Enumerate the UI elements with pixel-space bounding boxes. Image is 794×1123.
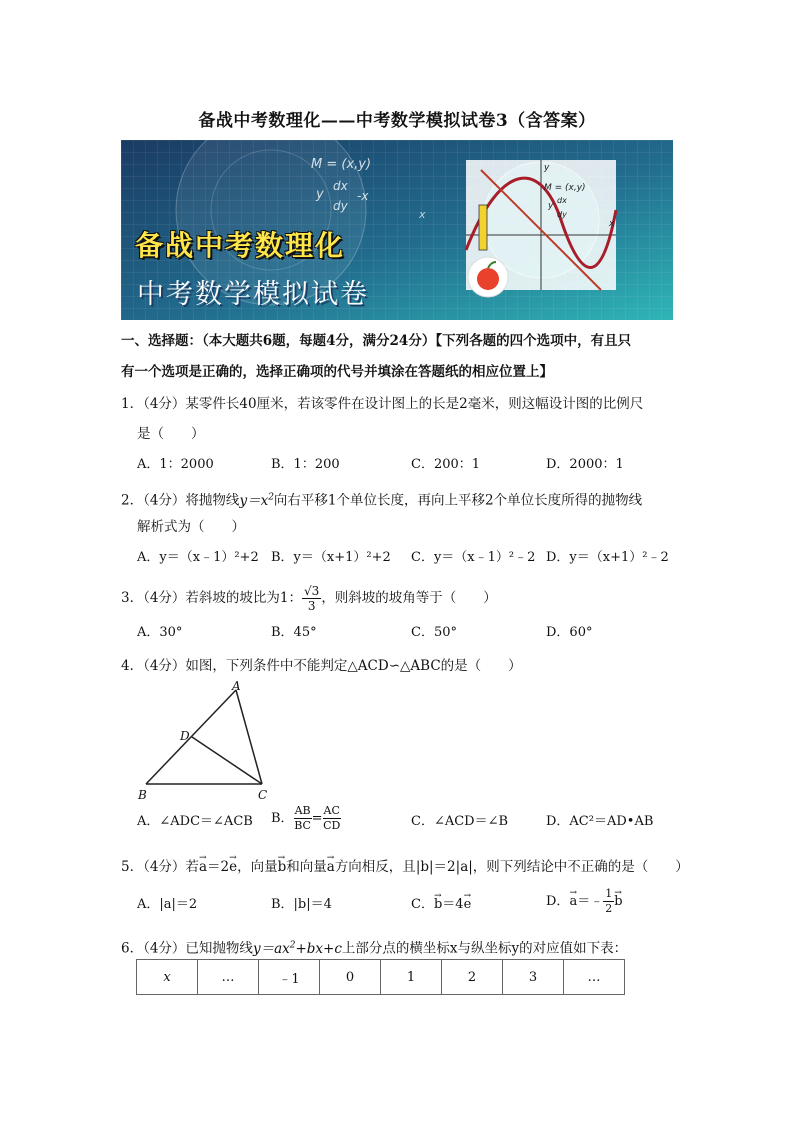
q3-option-d: D．60° <box>546 625 593 640</box>
q3-stem <box>121 584 497 613</box>
q5-option-d-vector-b: → b <box>614 892 622 912</box>
banner-inset-formula-dy: dy <box>557 210 567 219</box>
q5-vector-b: → b <box>278 857 287 877</box>
q3-option-a: A．30° <box>137 625 183 640</box>
q6-stem <box>121 935 627 959</box>
q5-option-d-eq: ＝﹣ <box>577 894 604 909</box>
q4-option-d: D．AC²＝AD•AB <box>546 814 654 829</box>
q4-option-a: A．∠ADC＝∠ACB <box>137 814 253 829</box>
q6-formula: $y=ax^2+bx+c$ <box>252 940 342 957</box>
table-cell: … <box>198 960 259 995</box>
q3-stem-a: 3．（4分）若斜坡的坡比为1： <box>121 590 303 606</box>
q2-option-b: B．y＝（x+1）²+2 <box>271 550 391 565</box>
banner-title-line1: 备战中考数理化 <box>135 229 346 262</box>
banner-inset-formula-dx: dx <box>557 196 567 205</box>
q3-stem-b: ，则斜坡的坡角等于（ ） <box>321 590 497 606</box>
q5-option-d-prefix: D． <box>546 894 570 909</box>
table-cell: x <box>137 960 198 995</box>
table-cell: … <box>564 960 625 995</box>
page-title: 备战中考数理化——中考数学模拟试卷3（含答案） <box>198 111 596 131</box>
q4-stem: 4．（4分）如图，下列条件中不能判定△ACD∽△ABC的是（ ） <box>121 658 522 674</box>
q5-option-d-vector-a: → a <box>569 892 577 912</box>
q4-option-b-equals: = <box>311 811 323 826</box>
q5-option-c-vector-e: → e <box>464 895 472 915</box>
q5-stem-a: 5．（4分）若 <box>121 859 199 875</box>
banner-image <box>121 140 673 320</box>
q2-stem-a: 2．（4分）将抛物线 <box>121 492 240 509</box>
q4-label-d: D <box>180 729 190 743</box>
q2-formula: $y=x^2$ <box>239 492 274 509</box>
q4-segment-ab <box>146 690 236 784</box>
q5-option-c-eq: ＝4 <box>442 897 464 912</box>
q1-option-d: D．2000：1 <box>546 457 624 472</box>
q3-fraction-num: √3 <box>304 584 320 598</box>
q6-value-table <box>136 959 625 995</box>
q4-option-b-frac2-num: AC <box>323 804 340 817</box>
q3-fraction-den: 3 <box>307 599 316 613</box>
table-cell: 3 <box>503 960 564 995</box>
banner-inset-formula-y: y <box>548 201 554 211</box>
q2-stem-line2: 解析式为（ ） <box>137 519 245 535</box>
table-cell: 1 <box>381 960 442 995</box>
section-heading-line1: 一、选择题：（本大题共6题，每题4分，满分24分）【下列各题的四个选项中，有且只 <box>121 333 632 349</box>
q5-option-d <box>546 887 623 916</box>
q1-option-b: B．1：200 <box>271 457 340 472</box>
q4-label-a: A <box>232 680 241 693</box>
q4-option-c: C．∠ACD＝∠B <box>411 814 509 829</box>
table-cell: 2 <box>442 960 503 995</box>
q5-eq2: |b|＝2|a| <box>415 859 473 875</box>
q1-option-c: C．200：1 <box>411 457 481 472</box>
q5-stem-b: ，向量 <box>237 859 278 875</box>
q4-label-b: B <box>138 788 147 802</box>
q5-option-d-fraction <box>603 887 614 916</box>
q5-vector-e: → e <box>229 857 237 877</box>
q3-option-b: B．45° <box>271 625 317 640</box>
q3-option-c: C．50° <box>411 625 457 640</box>
q4-option-b-prefix: B． <box>271 811 294 826</box>
banner-axis-x: x <box>419 208 426 221</box>
q2-option-d: D．y＝（x+1）²﹣2 <box>546 550 669 565</box>
q2-option-c: C．y＝（x﹣1）²﹣2 <box>411 550 536 565</box>
q5-option-d-frac-den: 2 <box>605 902 613 915</box>
q2-option-a: A．y＝（x﹣1）²+2 <box>137 550 259 565</box>
banner-inset-axis-y: y <box>544 163 550 173</box>
q4-option-b-frac2 <box>323 804 341 833</box>
q5-stem-e: ，则下列结论中不正确的是（ ） <box>472 859 689 875</box>
q5-vector-a-2: → a <box>327 857 335 877</box>
q6-stem-a: 6．（4分）已知抛物线 <box>121 940 253 957</box>
table-row <box>137 960 625 995</box>
banner-formula-dy: dy <box>333 199 348 213</box>
banner-inset-formula-m: M = (x,y) <box>544 183 586 193</box>
q4-option-b-frac2-den: CD <box>323 819 341 832</box>
q5-option-a: A．|a|＝2 <box>137 897 198 912</box>
table-cell: 0 <box>320 960 381 995</box>
section-heading-line2: 有一个选项是正确的，选择正确项的代号并填涂在答题纸的相应位置上】 <box>121 364 553 380</box>
q1-stem-line1: 1．（4分）某零件长40厘米，若该零件在设计图上的长是2毫米，则这幅设计图的比例尺 <box>121 396 644 412</box>
q2-stem-line1 <box>121 487 642 511</box>
q3-fraction <box>302 584 321 613</box>
banner-inset-axis-x: x <box>609 219 615 229</box>
q5-stem-d: 方向相反，且 <box>334 859 416 875</box>
q4-triangle-figure <box>130 680 280 805</box>
q4-option-b <box>271 804 341 833</box>
q5-option-d-frac-num: 1 <box>605 887 613 900</box>
q4-option-b-frac1 <box>294 804 312 833</box>
q5-vector-a: → a <box>199 857 207 877</box>
q5-option-c-vector-b: → b <box>434 895 442 915</box>
q4-option-b-frac1-num: AB <box>294 804 311 817</box>
q1-option-a: A．1：2000 <box>137 457 214 472</box>
table-cell: ﹣1 <box>259 960 320 995</box>
q5-option-c-prefix: C． <box>411 897 434 912</box>
q2-stem-b: 向右平移1个单位长度，再向上平移2个单位长度所得的抛物线 <box>273 492 643 509</box>
q4-label-c: C <box>258 788 268 802</box>
q5-option-c <box>411 895 471 915</box>
banner-title-line2: 中考数学模拟试卷 <box>137 279 369 310</box>
q5-stem-c: 和向量 <box>286 859 327 875</box>
q5-stem <box>121 857 689 877</box>
q6-stem-b: 上部分点的横坐标x与纵坐标y的对应值如下表： <box>341 940 628 957</box>
q5-eq1: ＝2 <box>207 859 230 875</box>
q5-option-b: B．|b|＝4 <box>271 897 332 912</box>
banner-formula-minus-x: -x <box>357 189 369 203</box>
banner-formula-dx: dx <box>333 179 348 193</box>
banner-formula-m: M = (x,y) <box>311 157 372 172</box>
banner-formula-y: y <box>316 187 324 202</box>
q1-stem-line2: 是（ ） <box>137 426 205 442</box>
q4-option-b-frac1-den: BC <box>294 819 311 832</box>
